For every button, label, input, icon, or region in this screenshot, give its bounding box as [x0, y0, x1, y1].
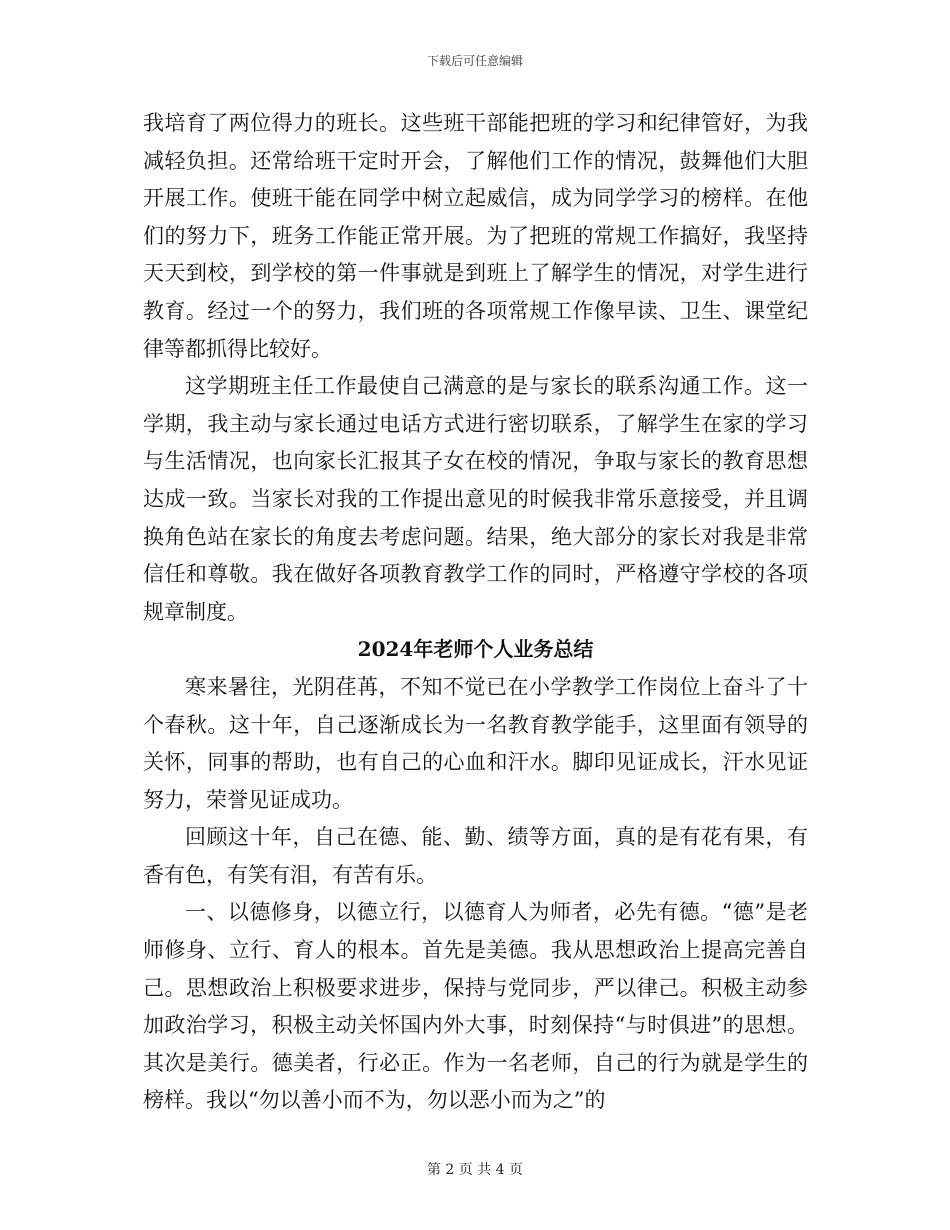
paragraph-class-leaders: 我培育了两位得力的班长。这些班干部能把班的学习和纪律管好，为我减轻负担。还常给班干定时开会，了解他们工作的情况，鼓舞他们大胆开展工作。使班干能在同学中树立起威信，成为同学学习的榜样。在他们的努力下，班务工作能正常开展。为了把班的常规工作搞好，我坚持天天到校，到学校的第一件事就是到班上了解学生的情况，对学生进行教育。经过一个的努力，我们班的各项常规工作像早读、卫生、课堂纪律等都抓得比较好。 [143, 111, 808, 361]
section-title: 2024年老师个人业务总结 [357, 637, 594, 662]
page-footer: 第 2 页 共 4 页 [426, 1162, 524, 1178]
paragraph-review: 回顾这十年，自己在德、能、勤、绩等方面，真的是有花有果，有香有色，有笑有泪，有苦有乐。 [143, 825, 808, 887]
paragraph-parent-communication: 这学期班主任工作最使自己满意的是与家长的联系沟通工作。这一学期，我主动与家长通过电话方式进行密切联系，了解学生在家的学习与生活情况，也向家长汇报其子女在校的情况，争取与家长的教育思想达成一致。当家长对我的工作提出意见的时候我非常乐意接受，并且调换角色站在家长的角度去考虑问题。结果，绝大部分的家长对我是非常信任和尊敬。我在做好各项教育教学工作的同时，严格遵守学校的各项规章制度。 [143, 374, 808, 624]
document-body [143, 105, 808, 1120]
paragraph-morality: 一、以德修身，以德立行，以德育人为师者，必先有德。“德”是老师修身、立行、育人的根本。首先是美德。我从思想政治上提高完善自己。思想政治上积极要求进步，保持与党同步，严以律己。积极主动参加政治学习，积极主动关怀国内外大事，时刻保持“与时俱进”的思想。其次是美行。德美者，行必正。作为一名老师，自己的行为就是学生的榜样。我以“勿以善小而不为，勿以恶小而为之”的 [143, 900, 808, 1113]
page-header: 下载后可任意编辑 [426, 54, 523, 68]
paragraph-ten-years: 寒来暑往，光阴荏苒，不知不觉已在小学教学工作岗位上奋斗了十个春秋。这十年，自己逐渐成长为一名教育教学能手，这里面有领导的关怀，同事的帮助，也有自己的心血和汗水。脚印见证成长，汗水见证努力，荣誉见证成功。 [143, 674, 808, 812]
